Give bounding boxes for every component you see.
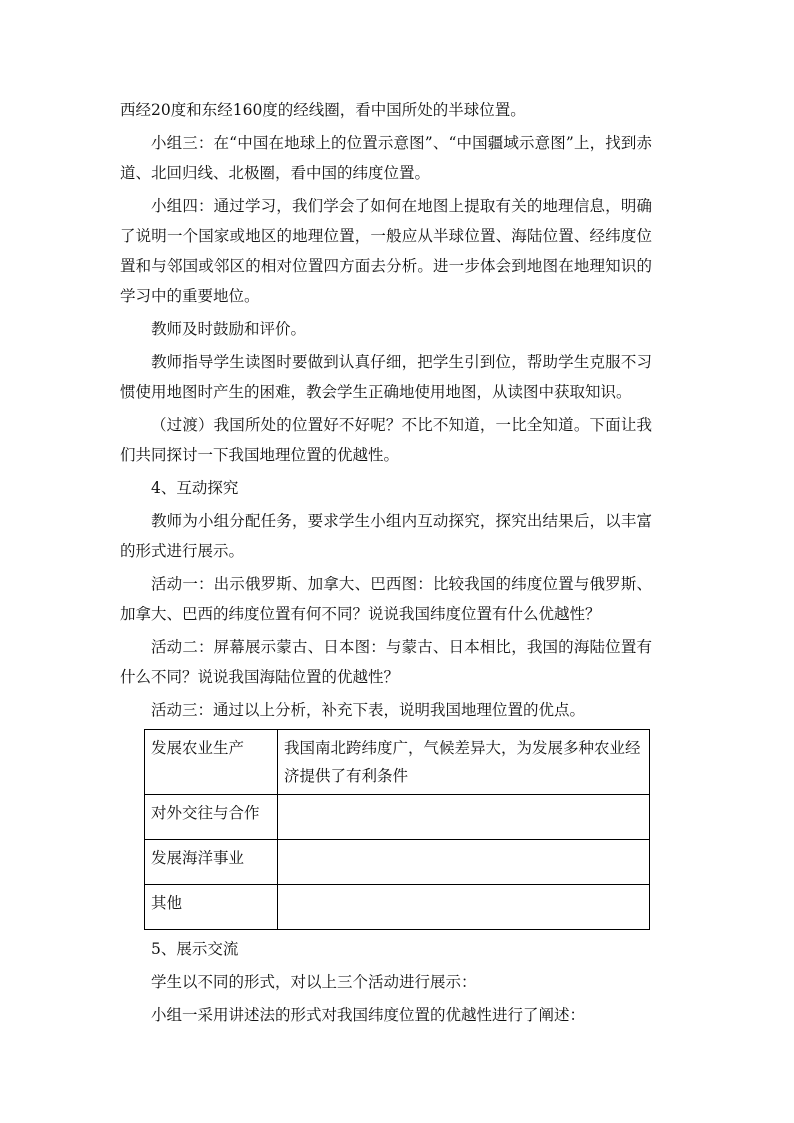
table-cell-value: 我国南北跨纬度广，气候差异大，为发展多种农业经济提供了有利条件 — [278, 730, 650, 795]
paragraph: 教师为小组分配任务，要求学生小组内互动探究，探究出结果后，以丰富的形式进行展示。 — [120, 512, 652, 560]
paragraph: 小组一采用讲述法的形式对我国纬度位置的优越性进行了阐述： — [151, 1006, 586, 1024]
section-heading: 5、展示交流 — [151, 940, 239, 958]
paragraph: 小组四：通过学习，我们学会了如何在地图上提取有关的地理信息，明确了说明一个国家或地区的地理位置，一般应从半球位置、海陆位置、经纬度位置和与邻国或邻区的相对位置四方面去分析。进一步体会到地图在地理知识的学习中的重要地位。 — [120, 197, 652, 305]
paragraph: 教师指导学生读图时要做到认真仔细，把学生引到位，帮助学生克服不习惯使用地图时产生的困难，教会学生正确地使用地图，从读图中获取知识。 — [120, 353, 652, 401]
paragraph: （过渡）我国所处的位置好不好呢？不比不知道，一比全知道。下面让我们共同探讨一下我国地理位置的优越性。 — [120, 416, 652, 464]
table-row — [145, 885, 650, 930]
table-cell-label: 其他 — [145, 885, 278, 930]
section-heading: 4、互动探究 — [151, 479, 239, 497]
paragraph: 西经20度和东经160度的经线圈，看中国所处的半球位置。 — [120, 101, 526, 119]
table-cell-value — [278, 840, 650, 885]
table-row — [145, 840, 650, 885]
paragraph: 小组三：在“中国在地球上的位置示意图”、“中国疆域示意图”上，找到赤道、北回归线、北极圈，看中国的纬度位置。 — [120, 134, 652, 182]
paragraph: 活动一：出示俄罗斯、加拿大、巴西图：比较我国的纬度位置与俄罗斯、加拿大、巴西的纬度位置有何不同？说说我国纬度位置有什么优越性？ — [120, 575, 652, 623]
paragraph: 活动三：通过以上分析，补充下表，说明我国地理位置的优点。 — [151, 701, 586, 719]
table-cell-label: 发展海洋事业 — [145, 840, 278, 885]
table-cell-label: 发展农业生产 — [145, 730, 278, 795]
paragraph: 教师及时鼓励和评价。 — [151, 320, 307, 338]
table-cell-value — [278, 885, 650, 930]
table-cell-label: 对外交往与合作 — [145, 795, 278, 840]
table-cell-value — [278, 795, 650, 840]
table-row — [145, 795, 650, 840]
paragraph: 活动二：屏幕展示蒙古、日本图：与蒙古、日本相比，我国的海陆位置有什么不同？说说我国海陆位置的优越性？ — [120, 638, 652, 686]
advantages-table — [144, 729, 650, 930]
table-row — [145, 730, 650, 795]
paragraph: 学生以不同的形式，对以上三个活动进行展示： — [151, 973, 477, 991]
